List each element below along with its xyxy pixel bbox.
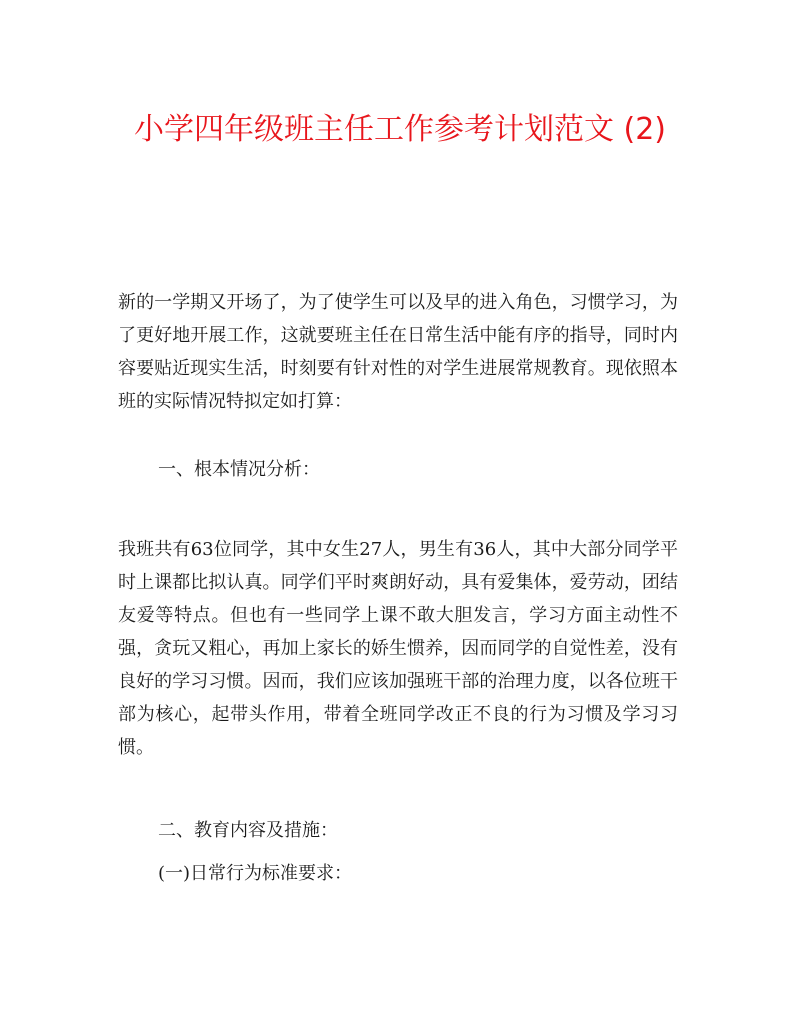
- section-heading-situation: 一、根本情况分析：: [158, 459, 320, 480]
- document-title: 小学四年级班主任工作参考计划范文 (2): [133, 112, 667, 147]
- subsection-heading-daily-standards: (一)日常行为标准要求：: [158, 863, 353, 884]
- intro-paragraph: 新的一学期又开场了，为了使学生可以及早的进入角色，习惯学习，为了更好地开展工作，这就要班主任在日常生活中能有序的指导，同时内容要贴近现实生活，时刻要有针对性的对学生进展常规教育。现依照本班的实际情况特拟定如打算：: [118, 292, 678, 412]
- section-heading-measures: 二、教育内容及措施：: [158, 820, 338, 841]
- situation-paragraph: 我班共有63位同学，其中女生27人，男生有36人，其中大部分同学平时上课都比拟认真。同学们平时爽朗好动，具有爱集体，爱劳动，团结友爱等特点。但也有一些同学上课不敢大胆发言，学习方面主动性不强，贪玩又粗心，再加上家长的娇生惯养，因而同学的自觉性差，没有良好的学习习惯。因而，我们应该加强班干部的治理力度，以各位班干部为核心，起带头作用，带着全班同学改正不良的行为习惯及学习习惯。: [118, 539, 678, 758]
